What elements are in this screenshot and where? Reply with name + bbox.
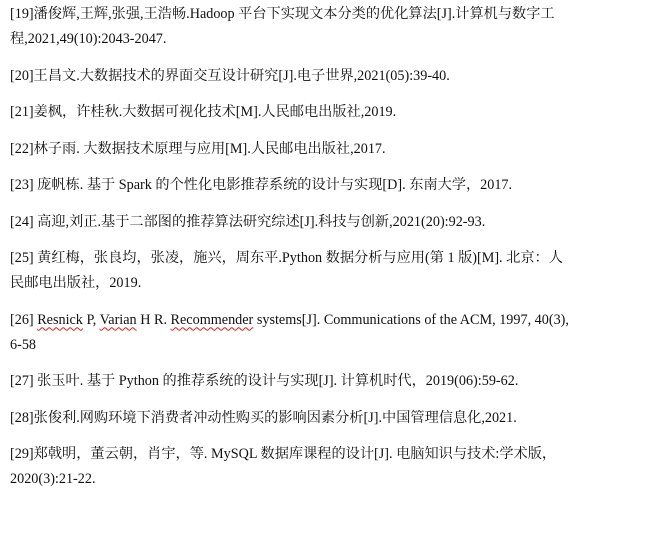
reference-text-segment: [26]: [10, 311, 38, 328]
reference-line: [27] 张玉叶. 基于 Python 的推荐系统的设计与实现[J]. 计算机时代，2019(06):59-62.: [10, 373, 519, 389]
reference-item-24: [10, 210, 648, 235]
reference-item-27: [10, 369, 648, 394]
reference-text-segment: systems[J]. Communications of the ACM, 1997, 40(3),: [253, 311, 569, 328]
reference-item-21: [10, 100, 648, 125]
reference-line: [25] 黄红梅，张良均，张凌，施兴，周东平.Python 数据分析与应用(第 1 版)[M]. 北京：人: [10, 250, 563, 266]
reference-text-segment: P,: [82, 311, 100, 328]
reference-line: [22]林子雨. 大数据技术原理与应用[M].人民邮电出版社,2017.: [10, 140, 386, 157]
reference-item-23: [10, 173, 648, 198]
reference-list: [10, 2, 648, 492]
spellcheck-flagged-word: Resnick: [37, 311, 83, 328]
reference-line: 程,2021,49(10):2043-2047.: [10, 31, 167, 47]
reference-line-spellcheck: [10, 308, 648, 333]
reference-line: [28]张俊利.网购环境下消费者冲动性购买的影响因素分析[J].中国管理信息化,2021.: [10, 409, 517, 426]
reference-line: [24] 高迎,刘正.基于二部图的推荐算法研究综述[J].科技与创新,2021(20):92-93.: [10, 213, 486, 230]
reference-text-segment: H R.: [136, 311, 171, 328]
reference-line: [21]姜枫，许桂秋.大数据可视化技术[M].人民邮电出版社,2019.: [10, 104, 397, 120]
reference-line: [29]郑戟明，董云朝，肖宇，等. MySQL 数据库课程的设计[J]. 电脑知识与技术:学术版，: [10, 446, 557, 462]
reference-item-22: [10, 137, 648, 162]
reference-item-29: [10, 442, 648, 492]
spellcheck-flagged-word: Varian: [99, 311, 137, 328]
reference-line: 2020(3):21-22.: [10, 471, 96, 487]
reference-line: [19]潘俊辉,王辉,张强,王浩畅.Hadoop 平台下实现文本分类的优化算法[J].计算机与数字工: [10, 6, 555, 22]
reference-item-28: [10, 406, 648, 431]
reference-line: 6-58: [10, 336, 37, 353]
reference-item-26: [10, 308, 648, 358]
reference-item-19: [10, 2, 648, 52]
spellcheck-flagged-word: Recommender: [170, 311, 254, 328]
reference-line: [23] 庞帆栋. 基于 Spark 的个性化电影推荐系统的设计与实现[D]. 东南大学，2017.: [10, 177, 513, 193]
reference-line: [20]王昌文.大数据技术的界面交互设计研究[J].电子世界,2021(05):39-40.: [10, 67, 450, 84]
reference-item-25: [10, 246, 648, 296]
reference-item-20: [10, 64, 648, 89]
reference-line: 民邮电出版社，2019.: [10, 275, 142, 291]
